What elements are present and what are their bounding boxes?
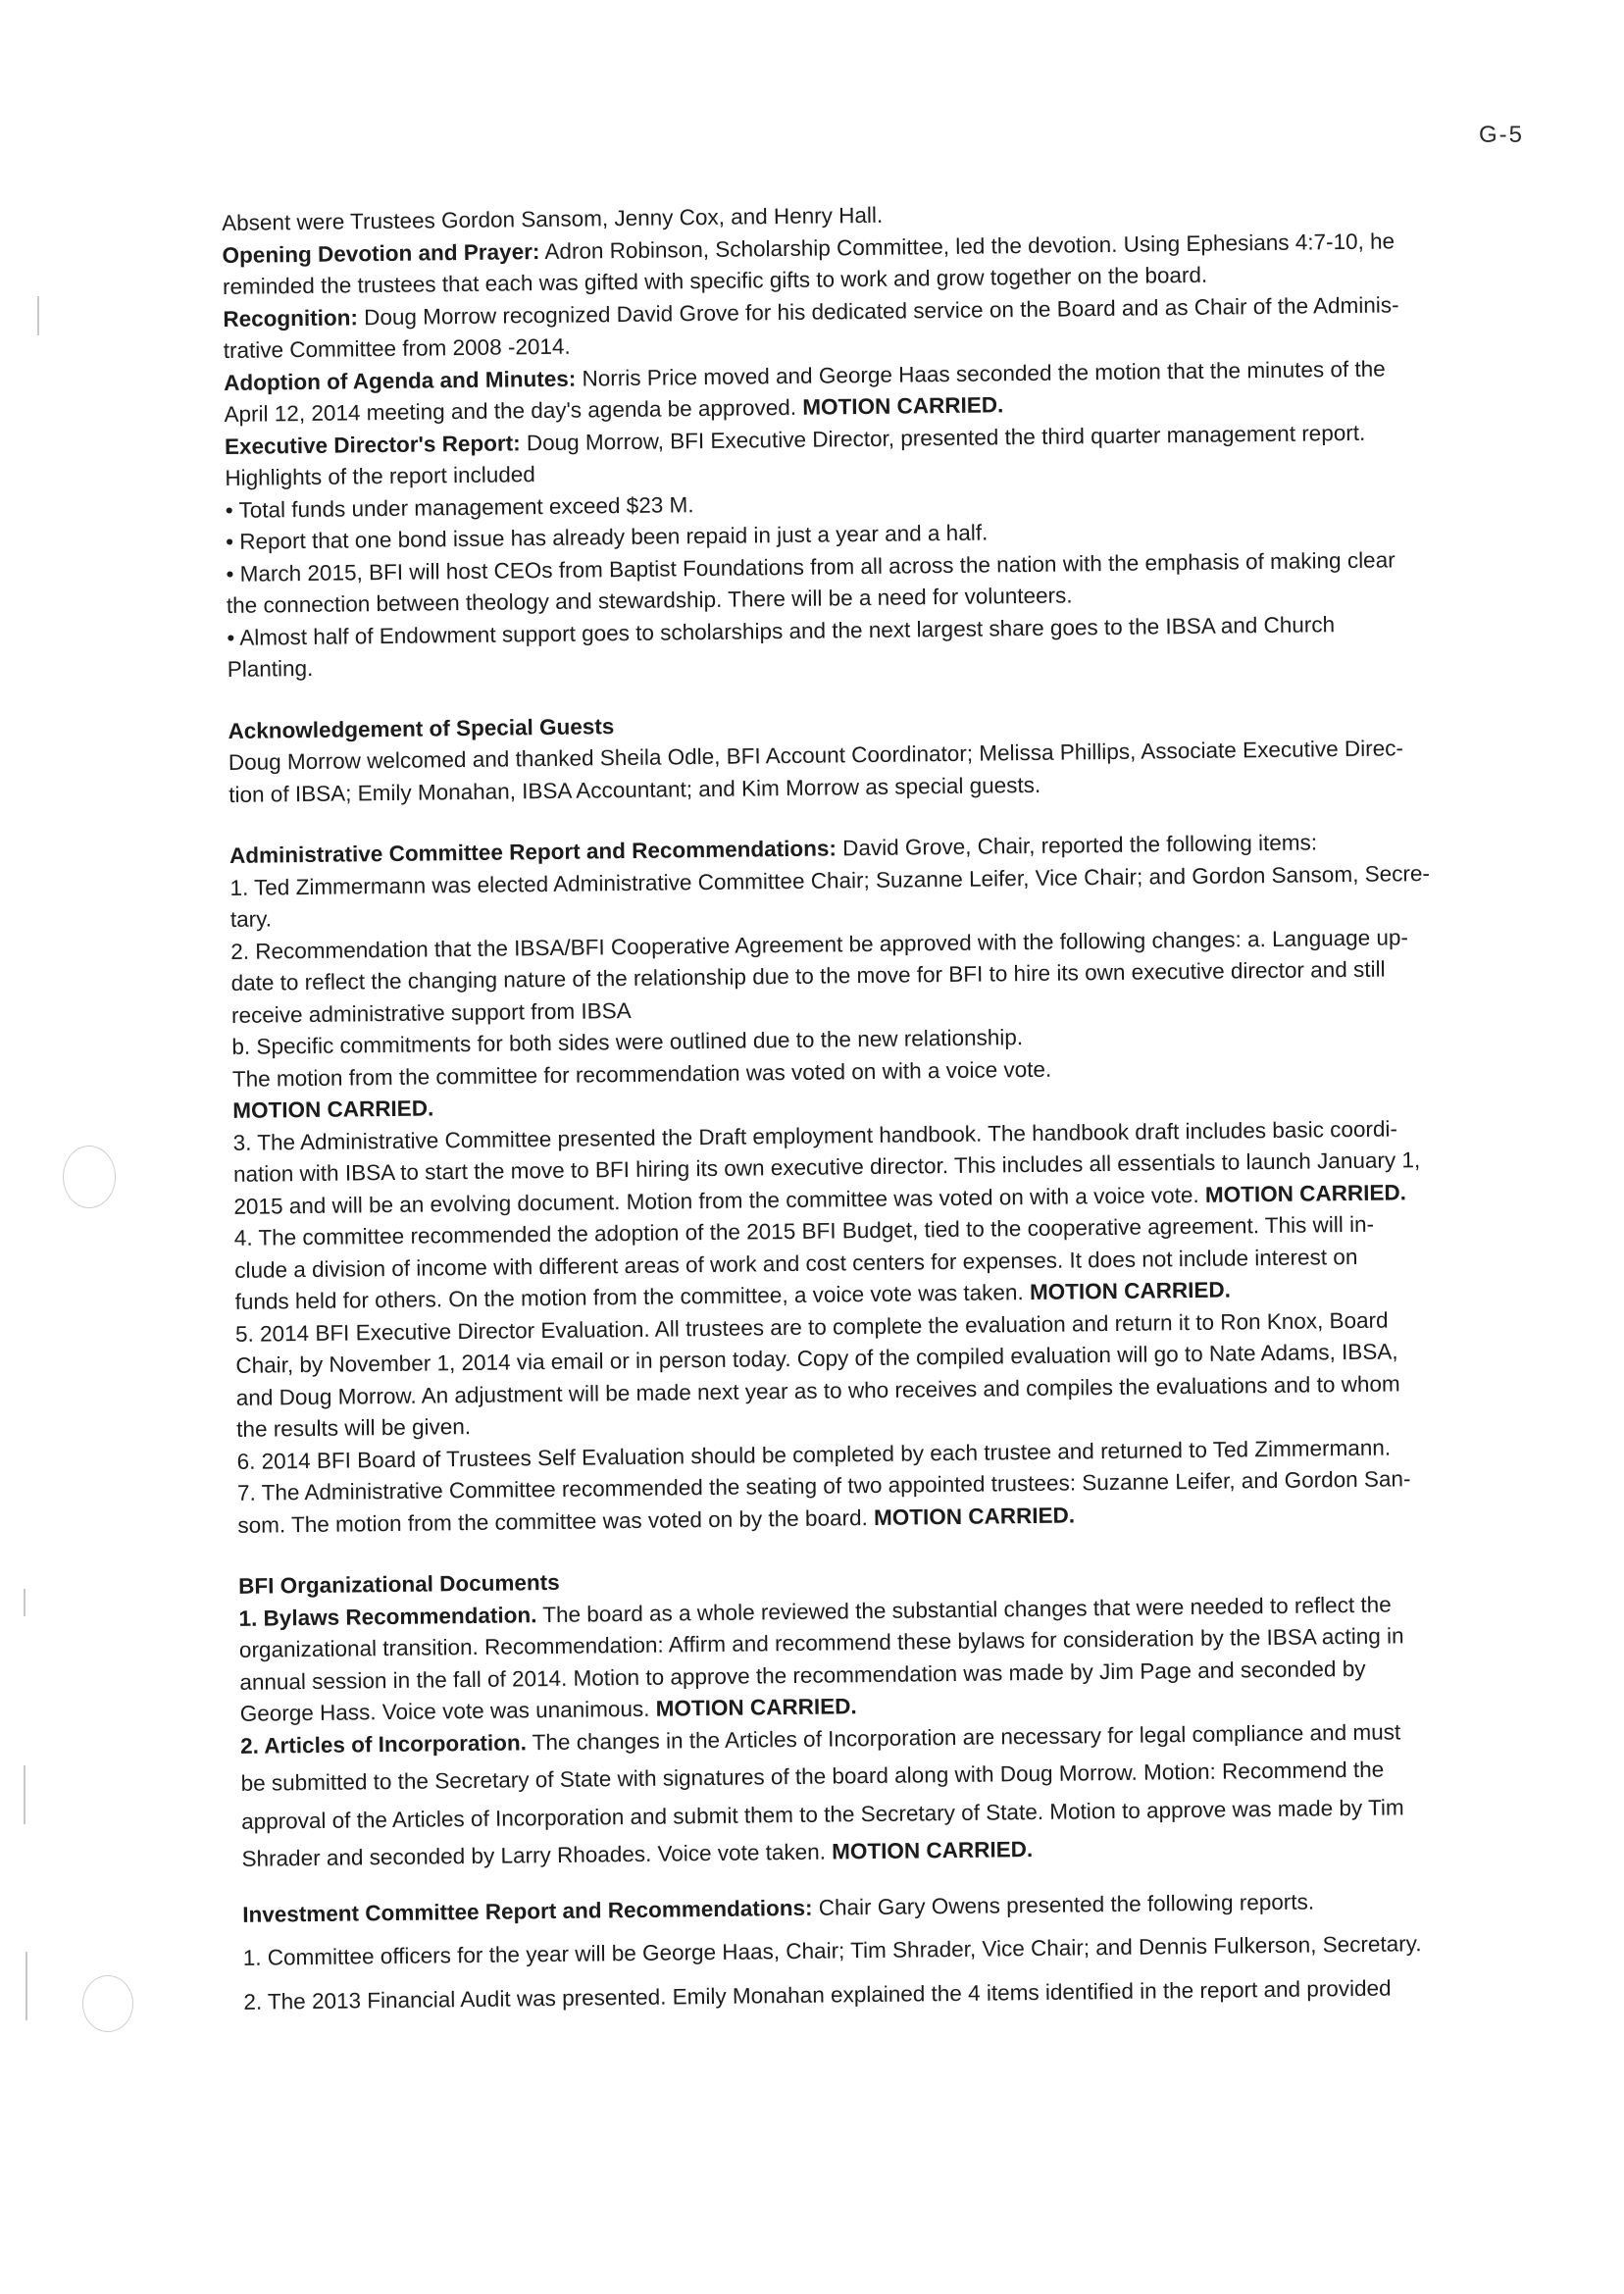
page-number: G-5: [1479, 122, 1525, 148]
list-item: tary.: [229, 906, 273, 932]
motion-carried: MOTION CARRIED.: [832, 1837, 1034, 1864]
bullet-item: • Report that one bond issue has already been repaid in just a year and a half.: [226, 520, 989, 554]
motion-carried: MOTION CARRIED.: [655, 1694, 857, 1721]
motion-carried: MOTION CARRIED.: [1204, 1179, 1407, 1207]
paragraph-line: Administrative Committee Report and Recommendations: David Grove, Chair, reported the following items:: [228, 830, 1318, 868]
motion-carried: MOTION CARRIED.: [1029, 1277, 1232, 1305]
section-lead: 1. Bylaws Recommendation.: [238, 1602, 537, 1631]
list-item: 7. The Administrative Committee recommended the seating of two appointed trustees: Suzanne Leifer, and Gordon San-: [236, 1466, 1411, 1505]
paragraph-line: Executive Director's Report: Doug Morrow, BFI Executive Director, presented the third quarter management report.: [224, 420, 1366, 459]
section-lead: Opening Devotion and Prayer:: [222, 238, 540, 268]
list-item: the results will be given.: [236, 1413, 472, 1442]
scan-speck: [24, 1589, 25, 1616]
motion-carried: MOTION CARRIED.: [873, 1502, 1076, 1530]
list-item: 4. The committee recommended the adoption of the 2015 BFI Budget, tied to the cooperative agreement. This will in-: [233, 1211, 1375, 1250]
list-item: receive administrative support from IBSA: [230, 997, 632, 1028]
list-item: George Hass. Voice vote was unanimous. MOTION CARRIED.: [239, 1694, 857, 1726]
list-item: 1. Bylaws Recommendation. The board as a whole reviewed the substantial changes that were needed to reflect the: [238, 1592, 1392, 1631]
section-heading: Administrative Committee Report and Recommendations:: [228, 836, 837, 868]
list-item: 2. The 2013 Financial Audit was presented. Emily Monahan explained the 4 items identified in the report and provided: [243, 1975, 1392, 2014]
section-lead: 2. Articles of Incorporation.: [240, 1729, 528, 1759]
list-item: b. Specific commitments for both sides were outlined due to the new relationship.: [231, 1025, 1024, 1059]
paragraph-line: Opening Devotion and Prayer: Adron Robinson, Scholarship Committee, led the devotion. Using Ephesians 4:7-10, he: [222, 228, 1396, 268]
paragraph-line: tion of IBSA; Emily Monahan, IBSA Accountant; and Kim Morrow as special guests.: [228, 772, 1041, 807]
minutes-body: [222, 191, 1587, 2018]
paragraph-line: reminded the trustees that each was gifted with specific gifts to work and grow together on the board.: [222, 262, 1208, 299]
list-item: be submitted to the Secretary of State with signatures of the board along with Doug Morrow. Motion: Recommend the: [240, 1757, 1385, 1796]
bullet-item: • March 2015, BFI will host CEOs from Baptist Foundations from all across the nation with the emphasis of making clear: [226, 546, 1396, 586]
paragraph-line: Absent were Trustees Gordon Sansom, Jenny Cox, and Henry Hall.: [222, 202, 884, 235]
list-item: 2015 and will be an evolving document. Motion from the committee was voted on with a voice vote. MOTION CARRIED.: [233, 1179, 1407, 1219]
paragraph-line: April 12, 2014 meeting and the day's agenda be approved. MOTION CARRIED.: [224, 392, 1004, 427]
list-item: som. The motion from the committee was voted on by the board. MOTION CARRIED.: [237, 1502, 1076, 1538]
paragraph-line: Doug Morrow welcomed and thanked Sheila Odle, BFI Account Coordinator; Melissa Phillips, Associate Executive Direc-: [228, 736, 1404, 775]
section-lead: Executive Director's Report:: [224, 430, 521, 459]
punch-hole-mark: [82, 1975, 133, 2032]
paragraph-line: Investment Committee Report and Recommendations: Chair Gary Owens presented the following reports.: [242, 1889, 1315, 1927]
list-item: 2. Recommendation that the IBSA/BFI Cooperative Agreement be approved with the following changes: a. Language up-: [230, 924, 1409, 964]
list-item: clude a division of income with different areas of work and cost centers for expenses. It does not include interest on: [234, 1244, 1358, 1283]
paragraph-line: Adoption of Agenda and Minutes: Norris Price moved and George Haas seconded the motion that the minutes of the: [224, 356, 1386, 395]
list-item: The motion from the committee for recommendation was voted on with a voice vote.: [231, 1056, 1052, 1092]
list-item: 6. 2014 BFI Board of Trustees Self Evaluation should be completed by each trustee and returned to Ted Zimmermann.: [236, 1435, 1392, 1474]
list-item: 1. Ted Zimmermann was elected Administrative Committee Chair; Suzanne Leifer, Vice Chair; and Gordon Sansom, Secre-: [229, 860, 1431, 900]
section-heading: Acknowledgement of Special Guests: [228, 713, 615, 743]
list-item: and Doug Morrow. An adjustment will be made next year as to who receives and compiles the evaluations and to whom: [235, 1370, 1400, 1410]
list-item: 5. 2014 BFI Executive Director Evaluation. All trustees are to complete the evaluation and return it to Ron Knox, Board: [234, 1307, 1389, 1347]
section-heading: Investment Committee Report and Recommendations:: [242, 1895, 813, 1927]
list-item: approval of the Articles of Incorporation and submit them to the Secretary of State. Motion to approve was made by Tim: [240, 1794, 1404, 1834]
punch-hole-mark: [63, 1146, 116, 1208]
list-item: annual session in the fall of 2014. Motion to approve the recommendation was made by Jim Page and seconded by: [239, 1656, 1366, 1695]
bullet-item: Planting.: [227, 655, 314, 682]
scan-speck: [25, 1952, 27, 2020]
list-item: nation with IBSA to start the move to BFI hiring its own executive director. This includes all essentials to launch January 1,: [232, 1147, 1421, 1187]
list-item: 3. The Administrative Committee presented the Draft employment handbook. The handbook draft includes basic coordi-: [232, 1115, 1398, 1155]
motion-carried: MOTION CARRIED.: [802, 392, 1004, 420]
list-item: date to reflect the changing nature of the relationship due to the move for BFI to hire its own executive director and still: [230, 956, 1386, 995]
list-item: funds held for others. On the motion from the committee, a voice vote was taken. MOTION CARRIED.: [234, 1277, 1232, 1314]
list-item: Chair, by November 1, 2014 via email or in person today. Copy of the compiled evaluation will go to Nate Adams, IBSA,: [235, 1339, 1398, 1378]
list-item: 1. Committee officers for the year will be George Haas, Chair; Tim Shrader, Vice Chair; and Dennis Fulkerson, Secretary.: [242, 1931, 1422, 1970]
paragraph-line: Highlights of the report included: [225, 462, 535, 490]
bullet-item: the connection between theology and stewardship. There will be a need for volunteers.: [226, 583, 1073, 618]
paragraph-line: trative Committee from 2008 -2014.: [223, 333, 571, 363]
section-lead: Adoption of Agenda and Minutes:: [224, 366, 577, 395]
bullet-item: • Almost half of Endowment support goes to scholarships and the next largest share goes to the IBSA and Church: [227, 611, 1336, 650]
section-lead: Recognition:: [223, 304, 359, 331]
paragraph-line: Recognition: Doug Morrow recognized David Grove for his dedicated service on the Board and as Chair of the Adminis-: [223, 291, 1399, 331]
list-item: 2. Articles of Incorporation. The changes in the Articles of Incorporation are necessary for legal compliance and must: [240, 1718, 1401, 1759]
list-item: Shrader and seconded by Larry Rhoades. Voice vote taken. MOTION CARRIED.: [241, 1837, 1034, 1871]
list-item: organizational transition. Recommendation: Affirm and recommend these bylaws for consideration by the IBSA acting in: [238, 1623, 1404, 1662]
bullet-item: • Total funds under management exceed $23 M.: [225, 491, 694, 523]
section-heading: BFI Organizational Documents: [238, 1569, 560, 1599]
scan-speck: [37, 296, 39, 335]
scan-speck: [24, 1765, 25, 1824]
motion-carried: MOTION CARRIED.: [232, 1096, 434, 1123]
